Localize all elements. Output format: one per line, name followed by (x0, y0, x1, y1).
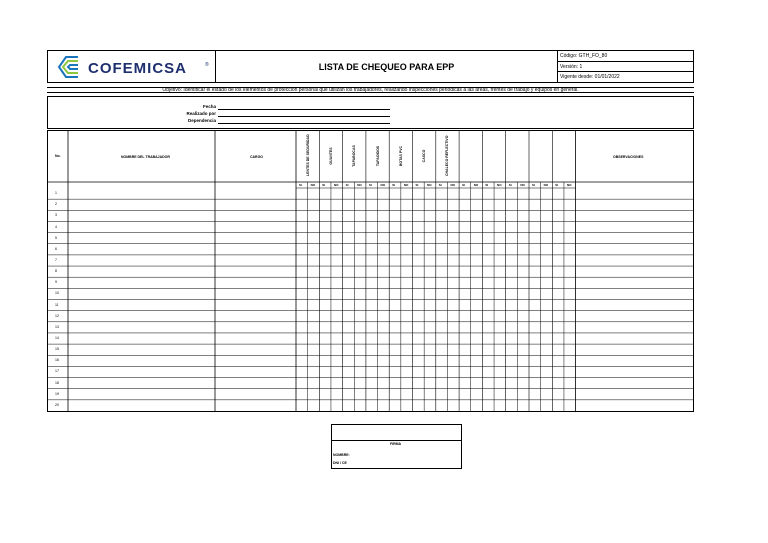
epp-3-yes-header: SI (345, 182, 349, 187)
col-obs-header: OBSERVACIONES (613, 155, 644, 159)
row-number: 2 (55, 202, 57, 207)
row-number: 15 (55, 347, 59, 352)
epp-1-yes-header: SI (299, 182, 302, 187)
epp-12-yes-header: SI (555, 182, 559, 187)
epp-6-no-header: NO (427, 182, 432, 187)
signature-id-label: DNI / CE (333, 461, 347, 465)
row-number: 14 (55, 336, 59, 341)
epp-header-7: CHALECO REFLECTIVO (445, 135, 450, 176)
epp-9-no-header: NO (497, 182, 502, 187)
document-header (47, 50, 694, 83)
row-number: 17 (55, 369, 59, 374)
date-label: Fecha (202, 104, 216, 109)
row-number: 1 (55, 191, 57, 196)
row-number: 4 (55, 224, 57, 229)
logo-cell (48, 51, 216, 82)
epp-10-no-header: NO (520, 182, 525, 187)
registered-mark: ® (205, 62, 209, 68)
date-field[interactable] (218, 109, 390, 110)
document-title: LISTA DE CHEQUEO PARA EPP (318, 61, 455, 72)
epp-12-no-header: NO (566, 182, 572, 187)
signature-name-label: NOMBRE: (333, 453, 350, 457)
doc-valid-since: Vigente desde: 01/01/2022 (558, 71, 693, 82)
row-number: 6 (55, 246, 57, 251)
epp-header-2: GUANTES (328, 147, 333, 165)
row-number: 9 (55, 280, 57, 285)
form-info (47, 96, 694, 129)
epp-9-yes-header: SI (485, 182, 489, 187)
row-number: 20 (55, 402, 59, 407)
row-number: 13 (55, 324, 59, 329)
col-role-header: CARGO (250, 155, 264, 159)
signature-title: FIRMA (390, 442, 402, 446)
row-number: 10 (55, 291, 59, 296)
row-number: 19 (55, 391, 59, 396)
signature-box (331, 424, 462, 469)
logo-text: COFEMICSA (88, 60, 187, 77)
col-no-header: No. (55, 154, 61, 158)
epp-11-no-header: NO (543, 182, 549, 187)
epp-2-no-header: NO (333, 182, 339, 187)
dependency-label: Dependencia (187, 118, 216, 123)
epp-11-yes-header: SI (532, 182, 535, 187)
done-by-label: Realizado por (186, 111, 216, 116)
objective-text: Objetivo: Identificar el estado de los elementos de protección personal que utilizan los trabajadores, realizando inspecciones periódicas a las áreas, frentes de trabajo y equipos en general. (47, 87, 694, 93)
epp-header-6: CASCO (422, 149, 427, 163)
dependency-field[interactable] (218, 123, 390, 124)
col-name-header: NOMBRE DEL TRABAJADOR (121, 155, 170, 159)
epp-5-yes-header: SI (392, 182, 396, 187)
title-cell (216, 51, 558, 82)
epp-header-4: TAPAOIDOS (375, 145, 380, 167)
epp-2-yes-header: SI (322, 182, 326, 187)
epp-4-yes-header: SI (368, 182, 372, 187)
epp-3-no-header: NO (357, 182, 362, 187)
table-grid (47, 130, 694, 412)
row-number: 12 (55, 313, 59, 318)
row-number: 11 (55, 302, 59, 307)
epp-8-yes-header: SI (462, 182, 465, 187)
epp-8-no-header: NO (473, 182, 479, 187)
epp-header-5: BOTAS PVC (398, 145, 403, 167)
epp-1-no-header: NO (310, 182, 316, 187)
row-number: 3 (55, 213, 57, 218)
epp-10-yes-header: SI (508, 182, 512, 187)
row-number: 18 (55, 380, 59, 385)
epp-header-1: LENTES DE SEGURIDAD (305, 134, 310, 176)
row-number: 5 (55, 235, 57, 240)
company-logo-icon (56, 54, 82, 80)
doc-code: Código: GTH_FO_80 (560, 53, 608, 59)
done-by-field[interactable] (218, 116, 390, 117)
epp-7-no-header: NO (450, 182, 455, 187)
checklist-table (47, 130, 694, 412)
row-number: 7 (55, 257, 57, 262)
epp-6-yes-header: SI (415, 182, 419, 187)
row-number: 16 (55, 358, 59, 363)
epp-header-3: TAPABOCAS (352, 145, 357, 167)
epp-7-yes-header: SI (438, 182, 442, 187)
meta-cell (558, 51, 693, 82)
row-number: 8 (55, 269, 57, 274)
doc-version: Versión: 1 (558, 61, 693, 71)
epp-4-no-header: NO (380, 182, 386, 187)
epp-5-no-header: NO (403, 182, 409, 187)
